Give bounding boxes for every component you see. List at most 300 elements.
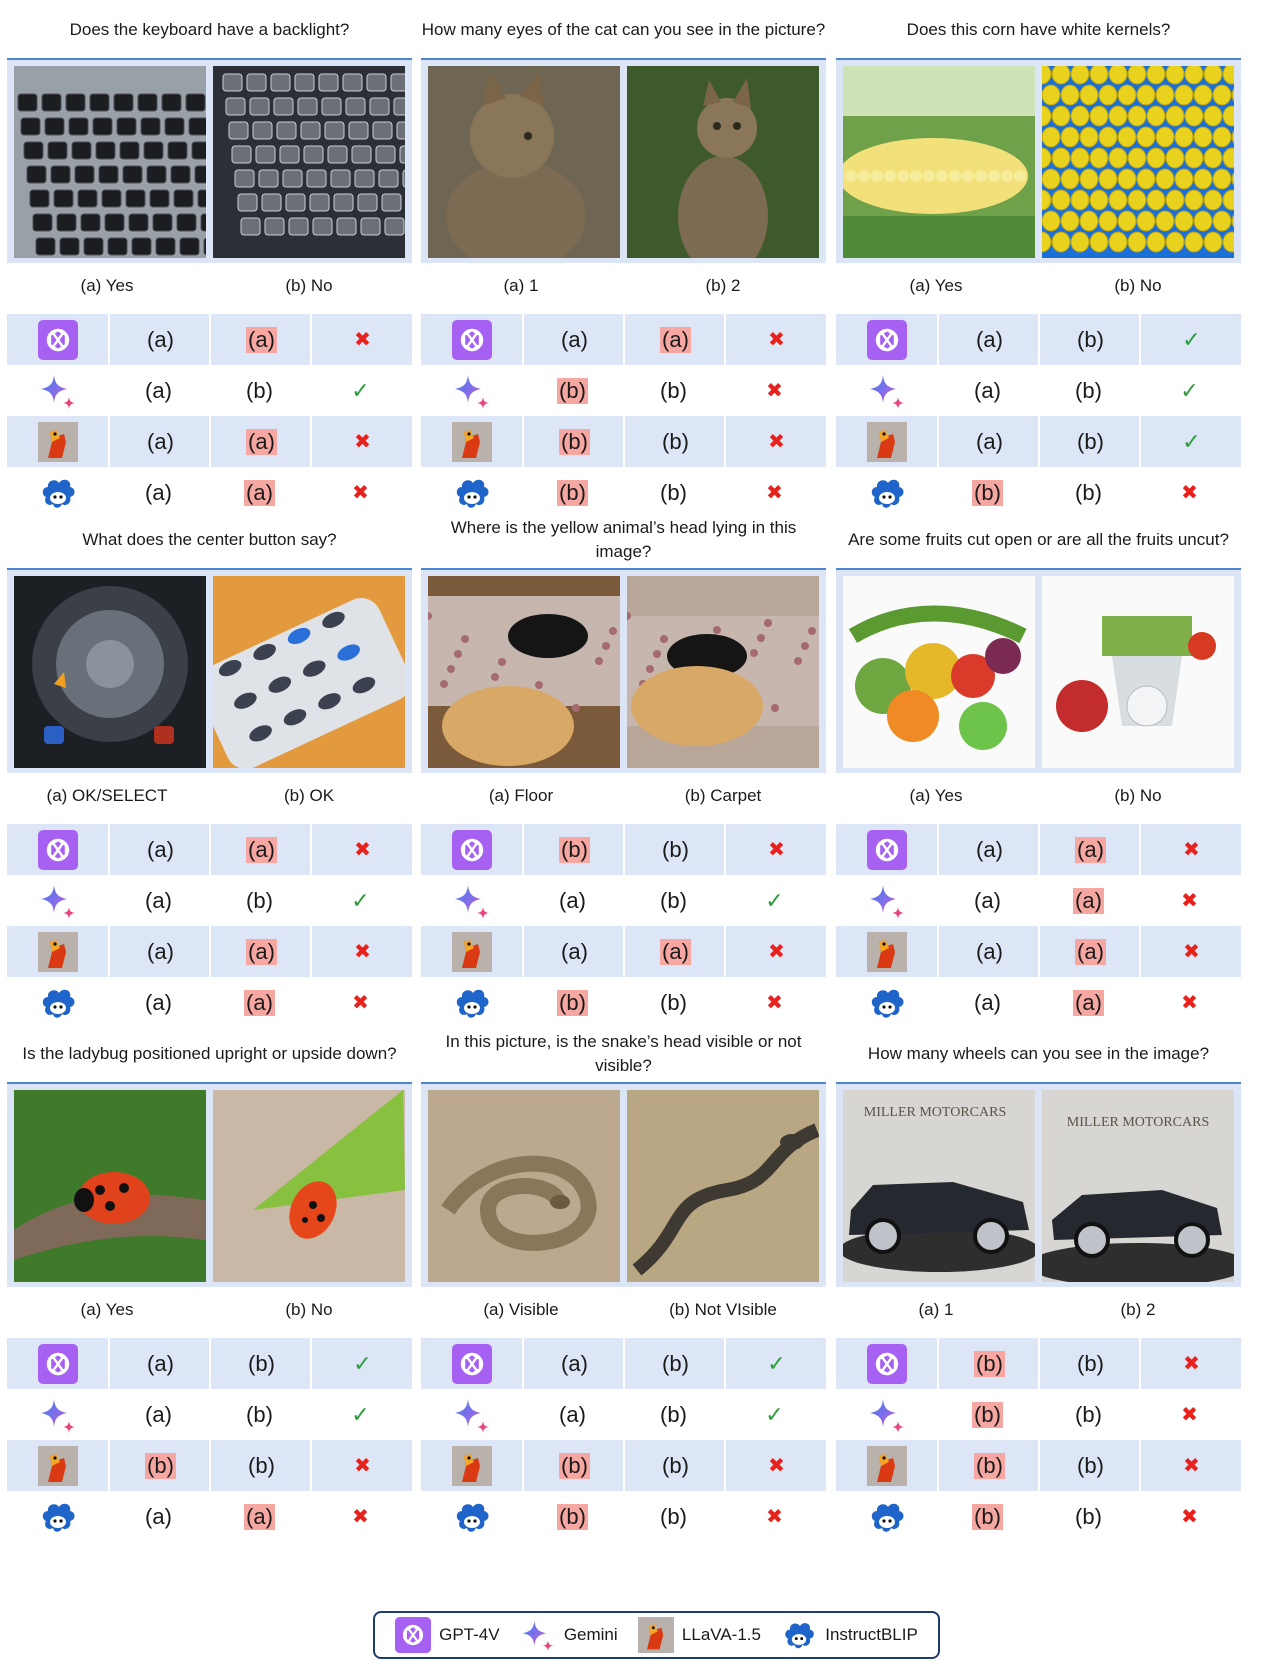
result-row	[7, 1491, 412, 1542]
model-cell	[7, 314, 108, 365]
gemini-logo-icon	[38, 371, 78, 411]
verdict-cell	[310, 365, 411, 416]
answer-1: (a)	[147, 836, 174, 862]
cross-icon: ✖	[352, 482, 369, 504]
answer-1: (b)	[559, 479, 586, 505]
verdict-cell	[1139, 977, 1240, 1028]
verdict-cell	[724, 1491, 825, 1542]
model-cell	[836, 1491, 937, 1542]
llava-logo-icon	[38, 1446, 78, 1486]
answer-1: (b)	[147, 1452, 174, 1478]
remote-image	[14, 576, 206, 768]
cross-icon: ✖	[1183, 1455, 1200, 1477]
gpt4v-logo-icon	[38, 830, 78, 870]
answer-2: (a)	[1075, 989, 1102, 1015]
result-row	[421, 875, 826, 926]
result-row	[836, 365, 1241, 416]
question-panel	[421, 4, 826, 524]
gemini-logo-icon	[867, 1395, 907, 1435]
cross-icon: ✖	[354, 839, 371, 861]
image-pair	[7, 568, 412, 773]
option-b-label: (b) No	[1114, 786, 1162, 805]
image-pair	[421, 58, 826, 263]
keyboard-image	[213, 66, 405, 258]
instructblip-logo-icon	[781, 1617, 817, 1653]
instructblip-logo-icon	[452, 473, 492, 513]
llava-logo-icon	[452, 1446, 492, 1486]
result-row	[836, 416, 1241, 467]
answer-1: (b)	[559, 989, 586, 1015]
legend-label: Gemini	[563, 1625, 618, 1644]
fruit-image	[1042, 576, 1234, 768]
option-a-label: (a) OK/SELECT	[46, 786, 168, 805]
verdict-cell	[724, 467, 825, 518]
image-a	[14, 576, 206, 768]
instructblip-logo-icon	[867, 473, 907, 513]
answer-cell	[108, 416, 211, 467]
instructblip-logo-icon	[867, 1497, 907, 1537]
model-cell	[421, 977, 522, 1028]
result-row	[836, 314, 1241, 365]
result-row	[836, 1389, 1241, 1440]
result-row	[7, 1440, 412, 1491]
answer-cell	[623, 824, 726, 875]
answer-1: (a)	[974, 887, 1001, 913]
cross-icon: ✖	[354, 329, 371, 351]
gemini-logo-icon	[520, 1617, 556, 1653]
gpt4v-logo-icon	[452, 830, 492, 870]
corn-image	[843, 66, 1035, 258]
answer-cell	[937, 1338, 1040, 1389]
model-cell	[421, 875, 522, 926]
answer-2: (a)	[246, 479, 273, 505]
model-cell	[421, 314, 522, 365]
answer-2: (a)	[248, 326, 275, 352]
answer-2: (b)	[662, 836, 689, 862]
results-table	[421, 824, 826, 1028]
cross-icon: ✖	[766, 1506, 783, 1528]
answer-cell	[209, 365, 310, 416]
legend-item-gemini	[520, 1617, 618, 1653]
model-cell	[7, 926, 108, 977]
car-image	[1042, 1090, 1234, 1282]
legend-item-instructblip	[781, 1617, 918, 1653]
llava-logo-icon	[452, 422, 492, 462]
image-pair	[421, 568, 826, 773]
answer-cell	[623, 926, 726, 977]
gemini-logo-icon	[867, 371, 907, 411]
result-row	[421, 1440, 826, 1491]
llava-logo-icon	[38, 422, 78, 462]
gemini-logo-icon	[867, 1395, 907, 1435]
image-a	[14, 1090, 206, 1282]
instructblip-logo-icon	[38, 473, 78, 513]
answer-cell	[623, 1491, 724, 1542]
llava-logo-icon	[452, 1446, 492, 1486]
question-text: Where is the yellow animal’s head lying in this image?	[450, 518, 797, 561]
keyboard-image	[14, 66, 206, 258]
answer-cell	[209, 314, 312, 365]
answer-cell	[1038, 1440, 1141, 1491]
image-pair	[7, 58, 412, 263]
result-row	[421, 314, 826, 365]
verdict-cell	[724, 1389, 825, 1440]
gpt4v-logo-icon	[867, 320, 907, 360]
answer-cell	[522, 365, 623, 416]
model-cell	[421, 824, 522, 875]
answer-2: (a)	[1077, 938, 1104, 964]
answer-1: (a)	[145, 1401, 172, 1427]
answer-1: (b)	[559, 1503, 586, 1529]
question-text: How many eyes of the cat can you see in the picture?	[421, 20, 826, 39]
result-row	[7, 416, 412, 467]
model-cell	[7, 1338, 108, 1389]
result-row	[7, 314, 412, 365]
option-labels	[836, 268, 1241, 304]
gpt4v-logo-icon	[38, 320, 78, 360]
answer-1: (a)	[145, 479, 172, 505]
image-b	[1042, 66, 1234, 258]
answer-2: (b)	[1075, 1401, 1102, 1427]
answer-cell	[623, 977, 724, 1028]
verdict-cell	[310, 977, 411, 1028]
answer-cell	[937, 875, 1038, 926]
result-row	[7, 467, 412, 518]
model-cell	[836, 977, 937, 1028]
model-cell	[421, 467, 522, 518]
image-b	[213, 1090, 405, 1282]
answer-1: (b)	[976, 1350, 1003, 1376]
verdict-cell	[310, 1491, 411, 1542]
result-row	[836, 467, 1241, 518]
answer-2: (a)	[662, 938, 689, 964]
answer-cell	[209, 1338, 312, 1389]
cross-icon: ✖	[1183, 1353, 1200, 1375]
llava-logo-icon	[867, 422, 907, 462]
results-table	[836, 314, 1241, 518]
answer-1: (a)	[145, 887, 172, 913]
image-b	[1042, 1090, 1234, 1282]
image-pair	[836, 1082, 1241, 1287]
answer-2: (b)	[662, 1350, 689, 1376]
option-labels	[7, 778, 412, 814]
option-b-label: (b) No	[285, 1300, 333, 1319]
answer-1: (a)	[147, 1350, 174, 1376]
verdict-cell	[1139, 1389, 1240, 1440]
answer-1: (a)	[976, 428, 1003, 454]
verdict-cell	[1139, 416, 1242, 467]
option-labels	[836, 778, 1241, 814]
answer-2: (b)	[662, 428, 689, 454]
option-labels	[7, 268, 412, 304]
model-cell	[421, 416, 522, 467]
answer-cell	[1038, 1338, 1141, 1389]
model-cell	[836, 365, 937, 416]
option-b-label: (b) 2	[1120, 1300, 1156, 1319]
verdict-cell	[724, 1440, 827, 1491]
verdict-cell	[724, 875, 825, 926]
question-panel	[421, 1028, 826, 1548]
gpt4v-logo-icon	[38, 830, 78, 870]
answer-cell	[108, 1389, 209, 1440]
result-row	[836, 977, 1241, 1028]
model-cell	[421, 1440, 522, 1491]
instructblip-logo-icon	[867, 983, 907, 1023]
answer-cell	[209, 416, 312, 467]
check-icon: ✓	[1182, 326, 1201, 352]
llava-logo-icon	[38, 422, 78, 462]
llava-logo-icon	[452, 422, 492, 462]
answer-cell	[522, 1491, 623, 1542]
snake-image	[428, 1090, 620, 1282]
gemini-logo-icon	[452, 371, 492, 411]
answer-1: (a)	[974, 377, 1001, 403]
check-icon: ✓	[1180, 377, 1199, 403]
llava-logo-icon	[452, 932, 492, 972]
result-row	[421, 1338, 826, 1389]
answer-cell	[1038, 314, 1141, 365]
answer-cell	[209, 824, 312, 875]
image-b	[1042, 576, 1234, 768]
option-labels	[421, 1292, 826, 1328]
verdict-cell	[1139, 314, 1242, 365]
model-cell	[421, 926, 522, 977]
check-icon: ✓	[351, 377, 370, 403]
answer-1: (a)	[147, 326, 174, 352]
legend-label: GPT-4V	[439, 1625, 500, 1644]
question-panel	[836, 1028, 1241, 1548]
cross-icon: ✖	[354, 431, 371, 453]
answer-1: (b)	[561, 836, 588, 862]
instructblip-logo-icon	[452, 983, 492, 1023]
car-image	[843, 1090, 1035, 1282]
answer-cell	[209, 467, 310, 518]
gpt4v-logo-icon	[452, 320, 492, 360]
answer-cell	[209, 1491, 310, 1542]
answer-cell	[1038, 977, 1139, 1028]
svg-text:MILLER MOTORCARS: MILLER MOTORCARS	[1066, 1115, 1210, 1130]
result-row	[421, 977, 826, 1028]
cross-icon: ✖	[1181, 890, 1198, 912]
cross-icon: ✖	[1181, 1404, 1198, 1426]
model-cell	[836, 467, 937, 518]
answer-cell	[937, 365, 1038, 416]
results-table	[421, 314, 826, 518]
result-row	[7, 977, 412, 1028]
answer-2: (b)	[246, 377, 273, 403]
option-a-label: (a) Yes	[80, 276, 134, 295]
answer-cell	[108, 1338, 211, 1389]
gpt4v-logo-icon	[452, 1344, 492, 1384]
model-cell	[7, 365, 108, 416]
answer-cell	[1038, 365, 1139, 416]
model-cell	[836, 1440, 937, 1491]
instructblip-logo-icon	[38, 473, 78, 513]
answer-cell	[623, 365, 724, 416]
answer-cell	[1038, 1491, 1139, 1542]
answer-2: (a)	[246, 1503, 273, 1529]
legend-item-gpt4v	[395, 1617, 499, 1653]
verdict-cell	[724, 926, 827, 977]
llava-logo-icon	[452, 932, 492, 972]
image-b	[627, 66, 819, 258]
results-table	[836, 824, 1241, 1028]
answer-cell	[937, 1440, 1040, 1491]
gemini-logo-icon	[867, 881, 907, 921]
answer-1: (a)	[559, 1401, 586, 1427]
model-cell	[7, 1440, 108, 1491]
corn-image	[1042, 66, 1234, 258]
gpt4v-logo-icon	[867, 1344, 907, 1384]
model-cell	[421, 1491, 522, 1542]
model-cell	[836, 824, 937, 875]
instructblip-logo-icon	[867, 473, 907, 513]
answer-cell	[937, 926, 1040, 977]
llava-logo-icon	[867, 932, 907, 972]
gpt4v-logo-icon	[38, 1344, 78, 1384]
model-cell	[836, 926, 937, 977]
llava-logo-icon	[867, 1446, 907, 1486]
verdict-cell	[724, 314, 827, 365]
answer-cell	[623, 467, 724, 518]
answer-cell	[209, 1389, 310, 1440]
gpt4v-logo-icon	[38, 320, 78, 360]
result-row	[7, 824, 412, 875]
answer-2: (a)	[248, 428, 275, 454]
question-text: Does this corn have white kernels?	[906, 20, 1171, 39]
image-a	[843, 66, 1035, 258]
answer-1: (b)	[974, 1401, 1001, 1427]
image-a	[428, 576, 620, 768]
answer-cell	[1038, 926, 1141, 977]
results-table	[421, 1338, 826, 1542]
image-b	[627, 576, 819, 768]
image-pair	[836, 58, 1241, 263]
verdict-cell	[310, 824, 413, 875]
answer-cell	[522, 824, 625, 875]
option-a-label: (a) 1	[918, 1300, 954, 1319]
question-text: Does the keyboard have a backlight?	[69, 20, 350, 39]
answer-1: (a)	[561, 1350, 588, 1376]
answer-2: (b)	[660, 1503, 687, 1529]
model-cell	[836, 1389, 937, 1440]
answer-cell	[108, 875, 209, 926]
gemini-logo-icon	[867, 371, 907, 411]
answer-cell	[1038, 824, 1141, 875]
llava-logo-icon	[638, 1617, 674, 1653]
answer-2: (b)	[246, 887, 273, 913]
cross-icon: ✖	[766, 380, 783, 402]
result-row	[836, 1491, 1241, 1542]
answer-cell	[937, 314, 1040, 365]
answer-1: (a)	[559, 887, 586, 913]
verdict-cell	[724, 977, 825, 1028]
result-row	[7, 1389, 412, 1440]
answer-2: (b)	[660, 1401, 687, 1427]
answer-2: (b)	[660, 377, 687, 403]
answer-cell	[522, 926, 625, 977]
instructblip-logo-icon	[38, 983, 78, 1023]
model-cell	[836, 875, 937, 926]
answer-2: (b)	[1077, 1350, 1104, 1376]
verdict-cell	[1139, 1491, 1240, 1542]
answer-cell	[623, 1389, 724, 1440]
results-table	[7, 824, 412, 1028]
cross-icon: ✖	[768, 431, 785, 453]
cat-image	[428, 66, 620, 258]
instructblip-logo-icon	[452, 473, 492, 513]
image-b	[213, 66, 405, 258]
verdict-cell	[724, 1338, 827, 1389]
verdict-cell	[1139, 824, 1242, 875]
verdict-cell	[724, 824, 827, 875]
model-cell	[7, 1491, 108, 1542]
result-row	[421, 926, 826, 977]
answer-1: (a)	[145, 989, 172, 1015]
gpt4v-logo-icon	[867, 320, 907, 360]
svg-text:MILLER MOTORCARS: MILLER MOTORCARS	[863, 1105, 1007, 1120]
result-row	[421, 365, 826, 416]
image-a	[428, 1090, 620, 1282]
gemini-logo-icon	[38, 371, 78, 411]
gemini-logo-icon	[452, 1395, 492, 1435]
model-cell	[836, 1338, 937, 1389]
answer-2: (b)	[246, 1401, 273, 1427]
answer-cell	[108, 467, 209, 518]
llava-logo-icon	[867, 1446, 907, 1486]
answer-2: (b)	[248, 1350, 275, 1376]
cross-icon: ✖	[352, 1506, 369, 1528]
image-a	[843, 576, 1035, 768]
model-cell	[421, 1389, 522, 1440]
option-labels	[836, 1292, 1241, 1328]
answer-cell	[1038, 1389, 1139, 1440]
result-row	[421, 824, 826, 875]
result-row	[421, 1389, 826, 1440]
gpt4v-logo-icon	[867, 1344, 907, 1384]
check-icon: ✓	[767, 1350, 786, 1376]
answer-cell	[108, 1440, 211, 1491]
ladybug-image	[14, 1090, 206, 1282]
check-icon: ✓	[765, 887, 784, 913]
verdict-cell	[310, 1440, 413, 1491]
instructblip-logo-icon	[452, 1497, 492, 1537]
gemini-logo-icon	[452, 1395, 492, 1435]
check-icon: ✓	[1182, 428, 1201, 454]
answer-1: (b)	[974, 1503, 1001, 1529]
image-a	[14, 66, 206, 258]
answer-2: (b)	[248, 1452, 275, 1478]
answer-1: (a)	[976, 938, 1003, 964]
results-table	[836, 1338, 1241, 1542]
verdict-cell	[1139, 467, 1240, 518]
answer-1: (b)	[561, 428, 588, 454]
verdict-cell	[310, 1338, 413, 1389]
cross-icon: ✖	[354, 941, 371, 963]
gemini-logo-icon	[38, 881, 78, 921]
answer-cell	[1038, 416, 1141, 467]
cross-icon: ✖	[1181, 482, 1198, 504]
answer-2: (b)	[662, 1452, 689, 1478]
option-labels	[421, 268, 826, 304]
result-row	[836, 875, 1241, 926]
model-cell	[836, 416, 937, 467]
instructblip-logo-icon	[38, 1497, 78, 1537]
verdict-cell	[724, 416, 827, 467]
answer-cell	[209, 926, 312, 977]
result-row	[836, 1338, 1241, 1389]
answer-cell	[108, 926, 211, 977]
